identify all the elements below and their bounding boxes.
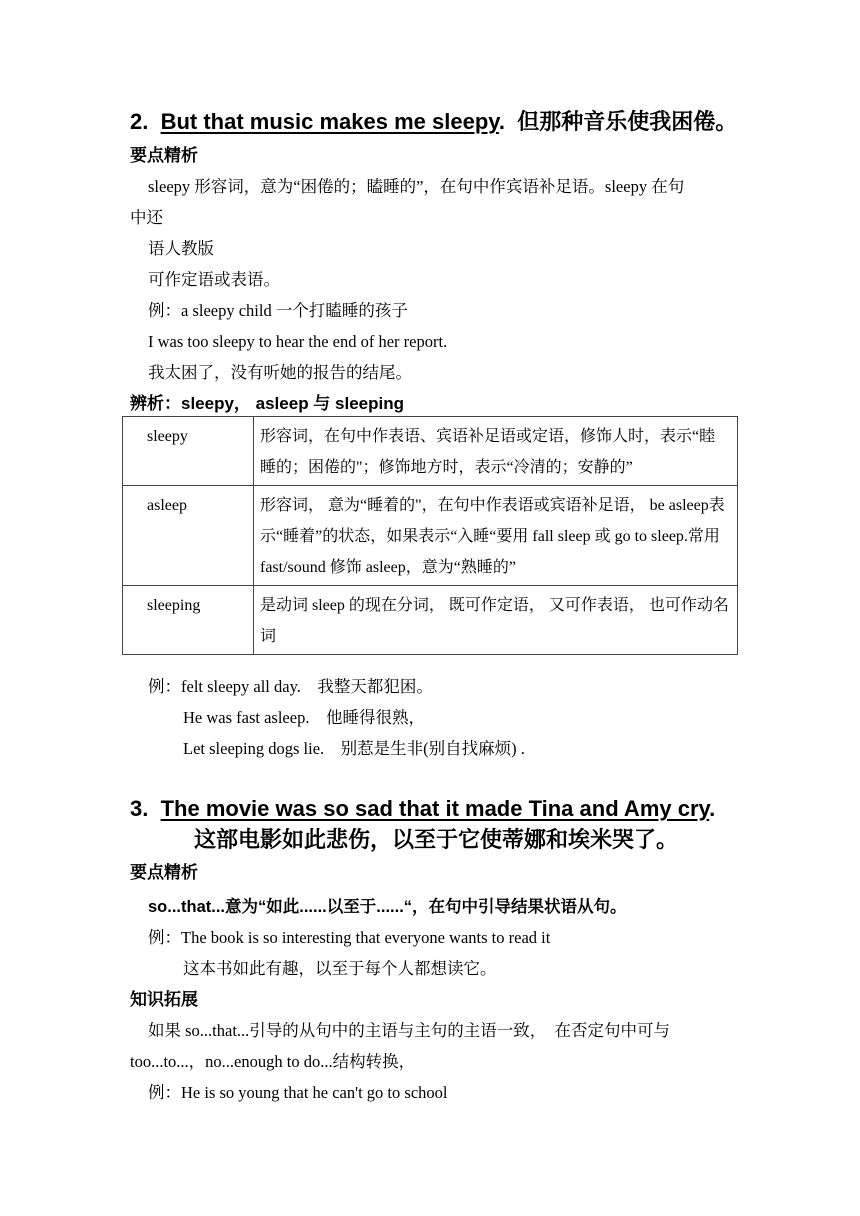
section-3-example-zh: 这本书如此有趣，以至于每个人都想读它。 <box>183 959 497 978</box>
section-2-title-period: . <box>498 109 506 134</box>
section-2-tail-example-1: 例：felt sleepy all day. 我整天都犯困。 <box>148 677 433 696</box>
table-row <box>123 417 738 486</box>
section-3-title-period: . <box>709 796 716 821</box>
section-2-title-zh: 但那种音乐使我困倦。 <box>517 109 738 134</box>
section-2-tail-example-2: He was fast asleep. 他睡得很熟， <box>183 708 425 727</box>
table-term: asleep <box>123 486 254 586</box>
section-2-example-1: 例：a sleepy child 一个打瞌睡的孩子 <box>148 301 408 320</box>
section-2-example-2-en: I was too sleepy to hear the end of her report. <box>148 332 448 351</box>
table-desc: 形容词， 意为“睡着的"，在句中作表语或宾语补足语， be asleep表示“睡着”的状态，如果表示“入睡“要用 fall sleep 或 go to sleep.常用 fast/sound 修饰 asleep，意为“熟睡的” <box>254 486 738 586</box>
extension-line-1: 如果 so...that...引导的从句中的主语与主句的主语一致， 在否定句中可与 <box>148 1021 671 1040</box>
section-2-key-points-heading: 要点精析 <box>130 146 198 165</box>
section-3-key-points-heading: 要点精析 <box>130 863 198 882</box>
table-term: sleepy <box>123 417 254 486</box>
section-2-example-2-zh: 我太困了，没有听她的报告的结尾。 <box>148 363 412 382</box>
section-2-title-en: But that music makes me sleepy <box>160 109 499 134</box>
extension-example: 例：He is so young that he can't go to school <box>148 1083 448 1102</box>
compare-heading: 辨析：sleepy， asleep 与 sleeping <box>130 394 404 413</box>
so-that-explanation <box>148 897 627 917</box>
section-3-title-en: The movie was so sad that it made Tina and Amy cry <box>160 796 710 821</box>
extension-heading: 知识拓展 <box>130 990 198 1009</box>
section-3-title <box>130 795 715 823</box>
section-3-example-en: 例：The book is so interesting that everyone wants to read it <box>148 928 551 947</box>
table-desc: 形容词，在句中作表语、宾语补足语或定语，修饰人时，表示“睦睡的；困倦的"；修饰地方时，表示“冷清的；安静的” <box>254 417 738 486</box>
section-2-line-3: 语人教版 <box>148 239 214 258</box>
so-that-term: so...that... <box>148 898 226 916</box>
section-2-line-2: 中还 <box>130 208 163 227</box>
comparison-table <box>122 416 738 655</box>
table-row <box>123 486 738 586</box>
section-2-tail-example-3: Let sleeping dogs lie. 别惹是生非(别自找麻烦) . <box>183 739 525 758</box>
section-2-number: 2. <box>130 109 149 134</box>
section-2-line-1: sleepy 形容词，意为“困倦的；瞌睡的”，在句中作宾语补足语。sleepy 在句 <box>148 177 685 196</box>
section-2-title <box>130 108 737 136</box>
section-2-line-4: 可作定语或表语。 <box>148 270 280 289</box>
table-desc: 是动词 sleep 的现在分词， 既可作定语， 又可作表语， 也可作动名词 <box>254 586 738 655</box>
section-3-number: 3. <box>130 796 149 821</box>
table-row <box>123 586 738 655</box>
extension-line-2: too...to...，no...enough to do...结构转换， <box>130 1052 416 1071</box>
so-that-desc: 意为“如此......以至于......“，在句中引导结果状语从句。 <box>225 898 627 916</box>
section-3-title-zh: 这部电影如此悲伤，以至于它使蒂娜和埃米哭了。 <box>194 827 679 852</box>
table-term: sleeping <box>123 586 254 655</box>
